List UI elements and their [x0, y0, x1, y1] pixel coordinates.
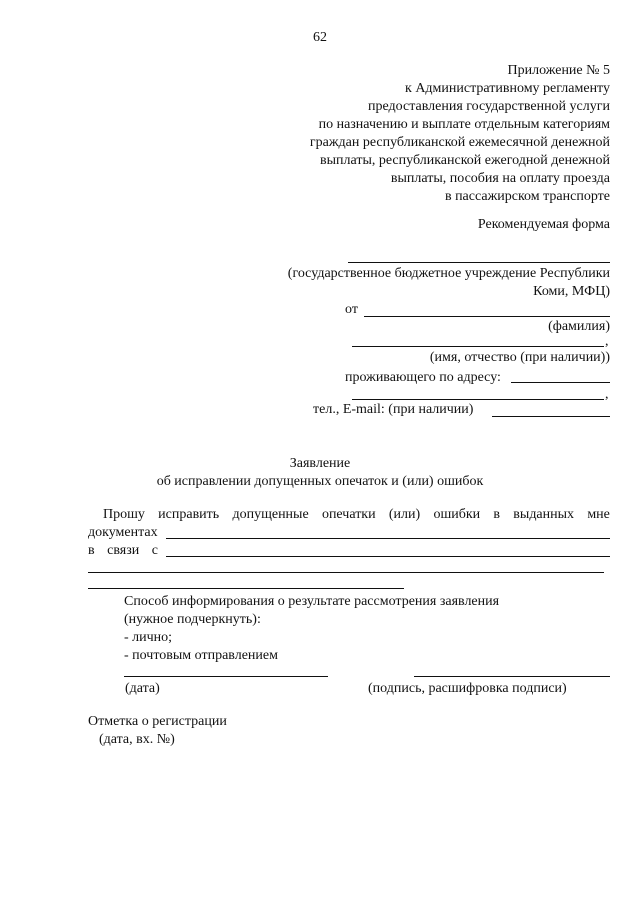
recommended-form-label: Рекомендуемая форма	[477, 217, 610, 232]
appendix-line: выплаты, пособия на оплату проезда	[390, 171, 610, 186]
from-field-line[interactable]	[364, 316, 610, 317]
residence-field-line-2[interactable]	[352, 399, 604, 400]
institution-caption-cont: Коми, МФЦ)	[533, 284, 610, 299]
body-word: (или)	[388, 507, 421, 522]
comma: ,	[605, 334, 609, 349]
notification-hint: (нужное подчеркнуть):	[124, 612, 261, 627]
statement-title: Заявление	[289, 456, 351, 471]
appendix-line: к Административному регламенту	[405, 81, 610, 96]
notification-method: Способ информирования о результате рассмотрения заявления	[124, 594, 500, 609]
appendix-line: граждан республиканской ежемесячной денежной	[309, 135, 610, 150]
body-word: Прошу	[103, 507, 145, 522]
appendix-line: по назначению и выплате отдельным категориям	[318, 117, 610, 132]
notification-option-mail[interactable]: - почтовым отправлением	[124, 648, 278, 663]
reason-label	[88, 542, 158, 559]
appendix-line: в пассажирском транспорте	[444, 189, 610, 204]
reason-field-line[interactable]	[166, 556, 610, 557]
signature-field-line[interactable]	[414, 676, 610, 677]
registration-mark: Отметка о регистрации	[88, 714, 227, 729]
contacts-field-line[interactable]	[492, 416, 610, 417]
institution-field-line[interactable]	[348, 262, 610, 263]
residence-label: проживающего по адресу:	[345, 370, 501, 385]
body-word: исправить	[158, 507, 220, 522]
body-word: ошибки	[433, 507, 481, 522]
residence-field-line[interactable]	[511, 382, 610, 383]
documents-label: документах	[88, 525, 158, 540]
signature-caption: (подпись, расшифровка подписи)	[368, 681, 567, 696]
appendix-title: Приложение № 5	[507, 63, 610, 78]
notification-option-personal[interactable]: - лично;	[124, 630, 173, 645]
comma: ,	[605, 387, 609, 402]
reason-word: с	[151, 543, 158, 558]
date-field-line[interactable]	[124, 676, 328, 677]
name-caption: (имя, отчество (при наличии))	[429, 350, 610, 365]
statement-subtitle: об исправлении допущенных опечаток и (или) ошибок	[156, 474, 484, 489]
name-field-line[interactable]	[352, 346, 604, 347]
body-word: опечатки	[321, 507, 376, 522]
page-number: 62	[313, 30, 327, 45]
institution-caption: (государственное бюджетное учреждение Республики	[287, 266, 610, 281]
statement-body-line	[103, 506, 610, 523]
appendix-line: выплаты, республиканской ежегодной денежной	[319, 153, 610, 168]
contacts-label: тел., E-mail: (при наличии)	[313, 402, 474, 417]
date-caption: (дата)	[125, 681, 160, 696]
body-word: мне	[587, 507, 610, 522]
registration-details: (дата, вх. №)	[99, 732, 175, 747]
reason-word: связи	[107, 543, 140, 558]
appendix-line: предоставления государственной услуги	[368, 99, 610, 114]
documents-field-line[interactable]	[166, 538, 610, 539]
reason-field-line-2[interactable]	[88, 572, 604, 573]
body-word: допущенные	[232, 507, 309, 522]
body-word: в	[493, 507, 501, 522]
body-word: выданных	[513, 507, 575, 522]
reason-field-line-3[interactable]	[88, 588, 404, 589]
surname-caption: (фамилия)	[548, 319, 610, 334]
from-label: от	[345, 302, 358, 317]
reason-word: в	[88, 543, 95, 558]
